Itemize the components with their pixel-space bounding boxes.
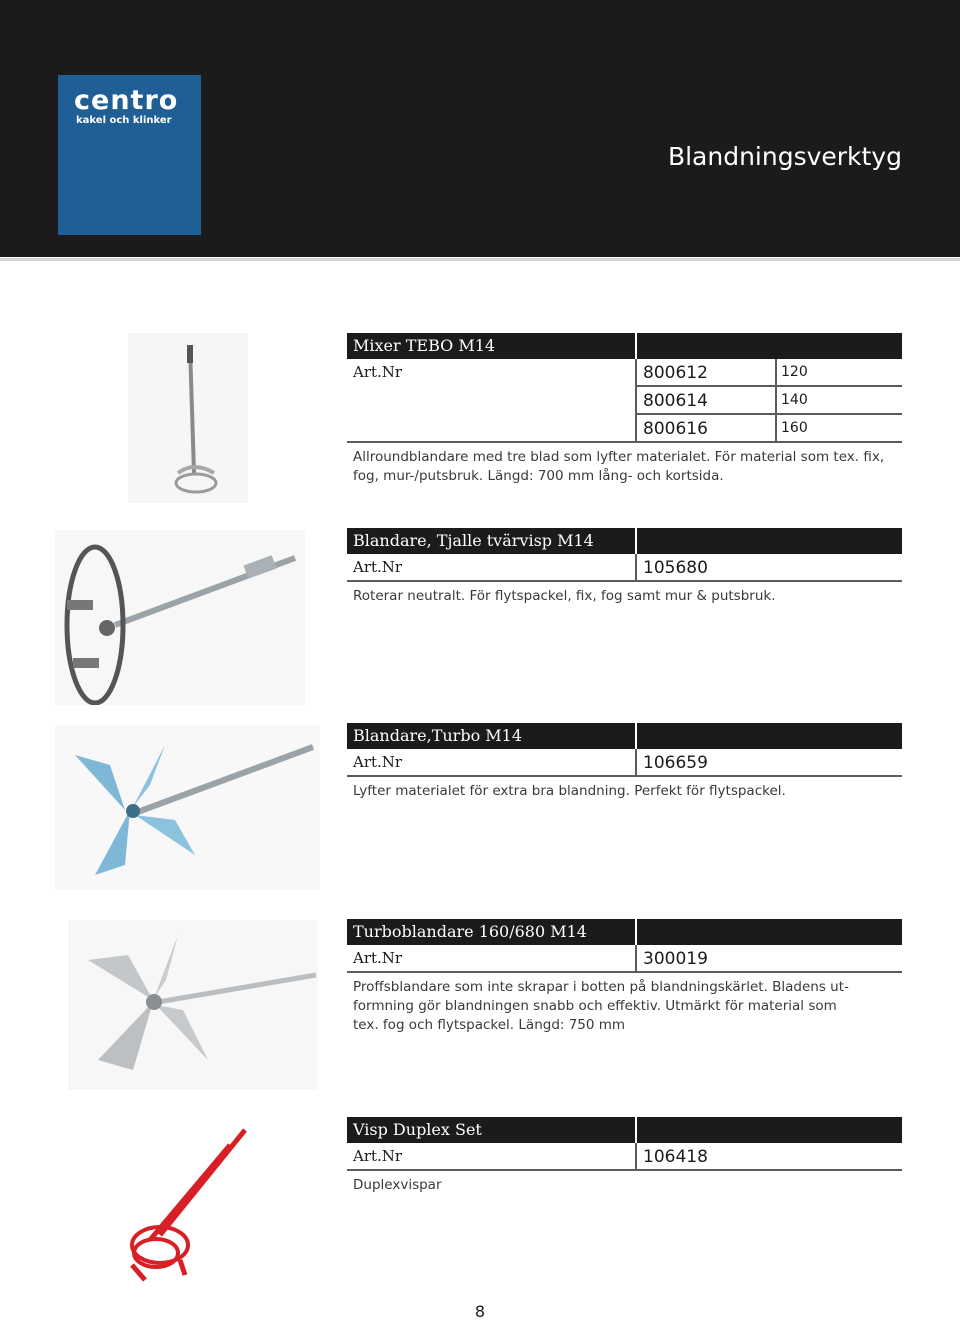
article-number: 105680 bbox=[643, 558, 708, 578]
art-label: Art.Nr bbox=[353, 1147, 403, 1165]
product-tjalle bbox=[347, 528, 902, 606]
product-title-bar bbox=[347, 528, 902, 554]
product-description: Duplexvispar bbox=[353, 1177, 442, 1193]
variant-size: 120 bbox=[781, 364, 808, 380]
logo-name: centro bbox=[74, 85, 179, 116]
mixer-tebo-image bbox=[128, 333, 248, 503]
product-title-bar bbox=[347, 333, 902, 359]
product-mixer-tebo bbox=[347, 333, 902, 486]
article-number: 106659 bbox=[643, 753, 708, 773]
description-line: formning gör blandningen snabb och effektiv. Utmärkt för material som bbox=[353, 998, 837, 1014]
product-title: Visp Duplex Set bbox=[353, 1120, 482, 1139]
page-title: Blandningsverktyg bbox=[667, 142, 902, 171]
art-label: Art.Nr bbox=[353, 753, 403, 771]
article-row bbox=[347, 359, 902, 387]
logo-tagline: kakel och klinker bbox=[76, 115, 172, 126]
art-label: Art.Nr bbox=[353, 363, 403, 381]
article-row bbox=[347, 749, 902, 777]
art-label: Art.Nr bbox=[353, 558, 403, 576]
duplex-whisk-image bbox=[120, 1115, 270, 1285]
product-description: Allroundblandare med tre blad som lyfter materialet. För material som tex. fix, fog, mur-/putsbruk. Längd: 700 mm lång- och kortsida. bbox=[353, 449, 885, 484]
article-number: 800614 bbox=[643, 391, 708, 411]
product-description bbox=[347, 978, 902, 1035]
description-line: Proffsblandare som inte skrapar i botten på blandningskärlet. Bladens ut- bbox=[353, 979, 849, 995]
header-divider bbox=[0, 258, 960, 261]
article-row bbox=[347, 387, 902, 415]
variant-size: 160 bbox=[781, 420, 808, 436]
product-turbo bbox=[347, 723, 902, 801]
article-row bbox=[347, 945, 902, 973]
product-title: Blandare, Tjalle tvärvisp M14 bbox=[353, 531, 594, 550]
article-row bbox=[347, 554, 902, 582]
page-header bbox=[0, 0, 960, 257]
page-number: 8 bbox=[474, 1302, 486, 1321]
article-row bbox=[347, 1143, 902, 1171]
variant-size: 140 bbox=[781, 392, 808, 408]
article-number: 800612 bbox=[643, 363, 708, 383]
article-row bbox=[347, 415, 902, 443]
product-title-bar bbox=[347, 919, 902, 945]
product-title-bar bbox=[347, 723, 902, 749]
tjalle-mixer-image bbox=[55, 530, 305, 705]
product-title-bar bbox=[347, 1117, 902, 1143]
description-line: tex. fog och flytspackel. Längd: 750 mm bbox=[353, 1017, 626, 1033]
product-title: Turboblandare 160/680 M14 bbox=[353, 922, 587, 941]
article-number: 106418 bbox=[643, 1147, 708, 1167]
article-number: 300019 bbox=[643, 949, 708, 969]
product-title: Blandare,Turbo M14 bbox=[353, 726, 523, 745]
turbo-mixer-image bbox=[55, 725, 320, 890]
product-description: Lyfter materialet för extra bra blandning. Perfekt för flytspackel. bbox=[353, 783, 786, 799]
turboblandare-image bbox=[68, 920, 318, 1090]
product-title: Mixer TEBO M14 bbox=[353, 336, 496, 355]
art-label: Art.Nr bbox=[353, 949, 403, 967]
product-description: Roterar neutralt. För flytspackel, fix, fog samt mur & putsbruk. bbox=[353, 588, 776, 604]
product-visp-duplex bbox=[347, 1117, 902, 1195]
article-number: 800616 bbox=[643, 419, 708, 439]
product-turboblandare bbox=[347, 919, 902, 1035]
centro-logo bbox=[58, 75, 201, 235]
